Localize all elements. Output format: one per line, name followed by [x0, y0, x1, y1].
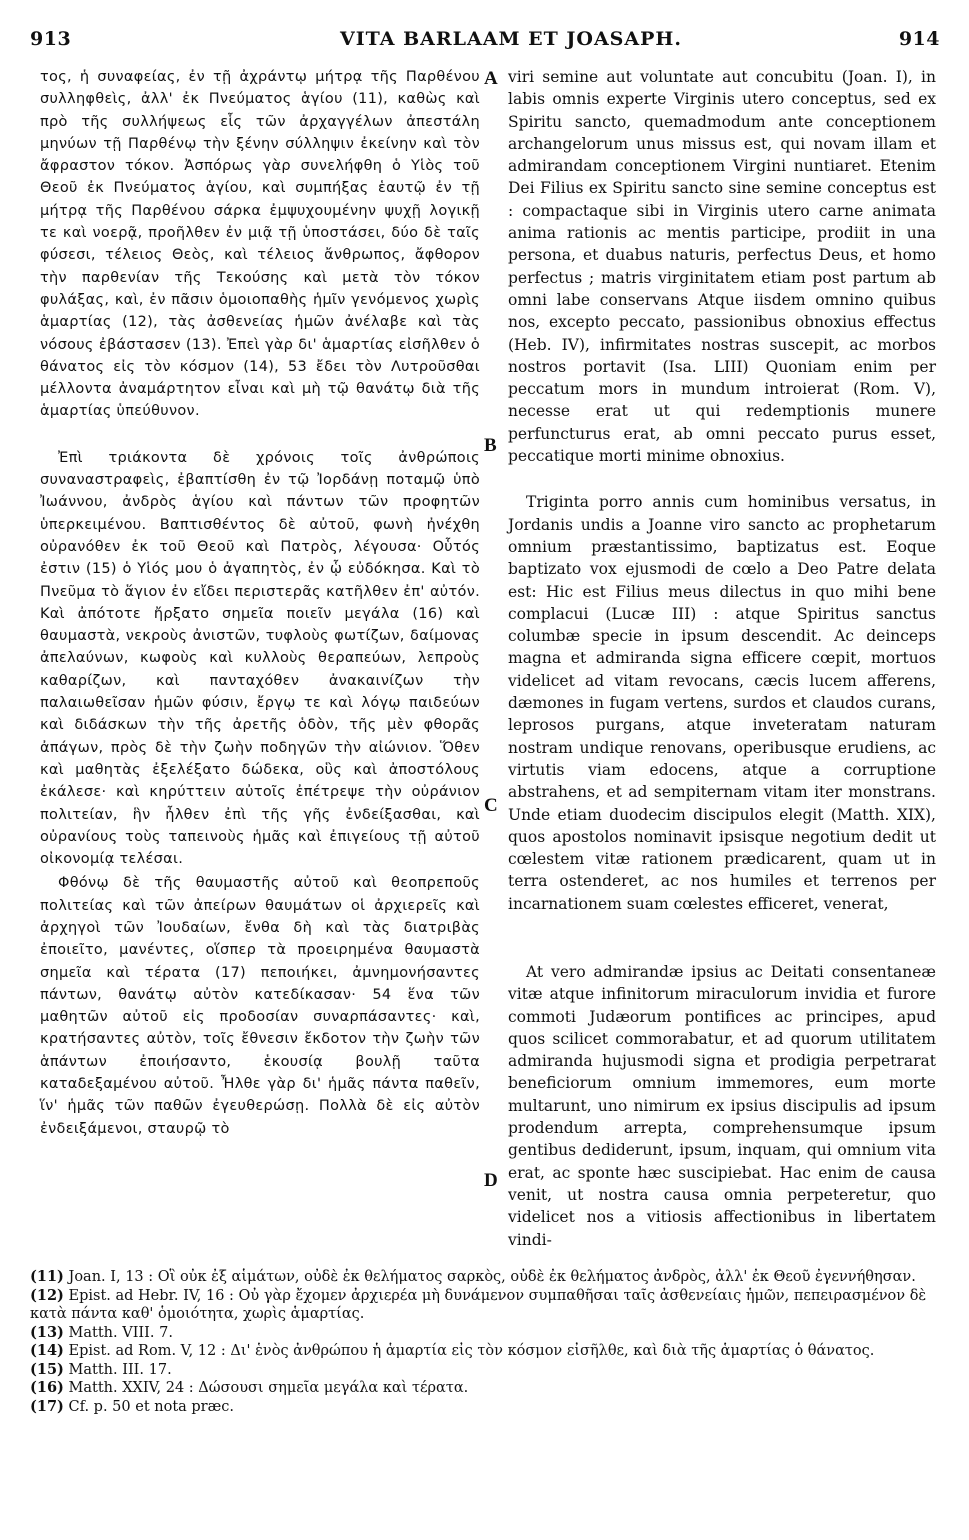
latin-paragraph-1: viri semine aut voluntate aut concubitu (Joan. I), in labis omnis experte Virginis utero conceptus, sed ex Spiritu sancto, quemadmodum ante conceptionem archangelorum unus missus est, qui novam illam et admirandam conceptionem Virgini nuntiaret. Etenim Dei Filius ex Spiritu sancto sine semine conceptus est : compactaque sibi in Virginis utero carne animata anima rationis ac mentis participe, prodiit in una persona, et duabus naturis, perfectus Deus, et homo perfectus ; matris virginitatem etiam post partum ab omni labe conservans Atque iisdem omnino quibus nos, excepto peccato, passionibus obnoxius effectus (Heb. IV), infirmitates nostras suscepit, ac morbos nostros portavit (Isa. LIII) Quoniam enim per peccatum mors in mundum introierat (Rom. V), necesse erat ut qui redemptionis munere perfuncturus erat, ab omni peccato purus esset, peccatique morti minime obnoxius.: [508, 68, 936, 466]
footnote: [30, 1398, 940, 1417]
footnote: [30, 1379, 940, 1398]
footnote-ref: (16): [30, 1379, 64, 1396]
footnote: [30, 1324, 940, 1343]
footnote-ref: (17): [30, 1397, 64, 1415]
page-number-right: 914: [898, 28, 940, 50]
margin-marker-b: B: [484, 435, 497, 456]
latin-paragraph-3: At vero admirandæ ipsius ac Deitati consentaneæ vitæ atque infinitorum miraculorum invidia et furore commoti Judæorum pontifices ac principes, apud quos scilicet commorabatur, et ad quorum utilitatem admiranda hujusmodi signa et prodigia perpetrarat beneficiorum omnium immemores, eum morte multarunt, uno nimirum ex ipsius discipulis ad ipsum prodendum arrepta, comprehensumque ipsum gentibus dediderunt, ipsum, inquam, qui omnium vita erat, ac sponte hæc suscipiebat. Hac enim de causa venit, ut nostra causa omnia perpeteretur, quo videlicet nos a vitiosis affectionibus in libertatem vindi-: [508, 962, 936, 1249]
footnote-ref: (14): [30, 1342, 64, 1359]
page-header: [30, 28, 940, 58]
greek-column: [40, 66, 480, 1140]
footnote-text: Matth. XXIV, 24 : Δώσουσι σημεῖα μεγάλα καὶ τέρατα.: [68, 1380, 469, 1396]
greek-paragraph-3: Φθόνῳ δὲ τῆς θαυμαστῆς αὐτοῦ καὶ θεοπρεποῦς πολιτείας καὶ τῶν ἀπείρων θαυμάτων οἱ ἀρχιερεῖς καὶ ἀρχηγοὶ τῶν Ἰουδαίων, ἔνθα δὴ καὶ τὰς διατριβὰς ἐποιεῖτο, μανέντες, οἵσπερ τὰ προειρημένα θαυμαστὰ σημεῖα καὶ τέρατα (17) πεποιήκει, ἀμνημονήσαντες πάντων, θανάτῳ αὐτὸν κατεδίκασαν· 54 ἕνα τῶν μαθητῶν αὐτοῦ εἰς προδοσίαν συναρπάσαντες· καὶ, κρατήσαντες αὐτὸν, τοῖς ἔθνεσιν ἔκδοτον τὴν ζωὴν τῶν ἁπάντων ἐποιήσαντο, ἑκουσίᾳ βουλῇ ταῦτα καταδεξαμένου αὐτοῦ. Ἦλθε γὰρ δι' ἡμᾶς πάντα παθεῖν, ἵν' ἡμᾶς τῶν παθῶν ἐγευθερώσῃ. Πολλὰ δὲ εἰς αὐτὸν ἐνδειξάμενοι, σταυρῷ τὸ: [40, 875, 480, 1137]
footnote: [30, 1268, 940, 1287]
footnote: [30, 1342, 940, 1361]
page-number-left: 913: [30, 28, 72, 50]
running-title: VITA BARLAAM ET JOASAPH.: [340, 28, 682, 50]
footnotes: [30, 1268, 940, 1416]
footnote: [30, 1361, 940, 1380]
latin-column: [508, 66, 936, 1251]
footnote-text: Joan. I, 13 : Οἳ οὐκ ἐξ αἱμάτων, οὐδὲ ἐκ θελήματος σαρκὸς, οὐδὲ ἐκ θελήματος ἀνδρὸς, ἀλλ' ἐκ Θεοῦ ἐγεννήθησαν.: [68, 1269, 916, 1285]
footnote-text: Epist. ad Rom. V, 12 : Δι' ἑνὸς ἀνθρώπου ἡ ἁμαρτία εἰς τὸν κόσμον εἰσῆλθε, καὶ διὰ τῆς ἁμαρτίας ὁ θάνατος.: [68, 1343, 875, 1359]
footnote-text: Matth. VIII. 7.: [68, 1324, 173, 1341]
footnote: [30, 1287, 940, 1324]
footnote-ref: (11): [30, 1268, 64, 1285]
margin-marker-d: D: [484, 1170, 498, 1191]
footnote-ref: (15): [30, 1360, 64, 1378]
greek-paragraph-1: τος, ἡ συναφείας, ἐν τῇ ἀχράντῳ μήτρᾳ τῆς Παρθένου συλληφθεὶς, ἀλλ' ἐκ Πνεύματος ἁγίου (11), καθὼς καὶ πρὸ τῆς συλλήψεως εἷς τῶν ἀρχαγγέλων ἀπεστάλη μηνύων τῇ Παρθένῳ τὴν ξένην σύλληψιν ἐκείνην καὶ τὸν ἄφραστον τόκον. Ἀσπόρως γὰρ συνελήφθη ὁ Υἱὸς τοῦ Θεοῦ ἐκ Πνεύματος ἁγίου, καὶ συμπήξας ἑαυτῷ ἐν τῇ μήτρᾳ τῆς Παρθένου σάρκα ἐμψυχουμένην ψυχῇ λογικῇ τε καὶ νοερᾷ, προῆλθεν ἐν μιᾷ τῇ ὑποστάσει, δύο δὲ ταῖς φύσεσι, τέλειος Θεὸς, καὶ τέλειος ἄνθρωπος, ἄφθορον τὴν παρθενίαν τῆς Τεκούσης καὶ μετὰ τὸν τόκον φυλάξας, καὶ, ἐν πᾶσιν ὁμοιοπαθὴς ἡμῖν γενόμενος χωρὶς ἁμαρτίας (12), τὰς ἀσθενείας ἡμῶν ἀνέλαβε καὶ τὰς νόσους ἐβάστασεν (13). Ἐπεὶ γὰρ δι' ἁμαρτίας εἰσῆλθεν ὁ θάνατος εἰς τὸν κόσμον (14), 53 ἔδει τὸν Λυτροῦσθαι μέλλοντα ἀναμάρτητον εἶναι καὶ μὴ τῷ θανάτῳ διὰ τῆς ἁμαρτίας ὑπεύθυνον.: [40, 69, 480, 420]
footnote-text: Epist. ad Hebr. IV, 16 : Οὐ γὰρ ἔχομεν ἀρχιερέα μὴ δυνάμενον συμπαθῆσαι ταῖς ἀσθενείαις ἡμῶν, πεπειρασμένον δὲ κατὰ πάντα καθ' ὁμοιότητα, χωρὶς ἁμαρτίας.: [30, 1287, 927, 1322]
margin-marker-a: A: [484, 68, 498, 89]
footnote-ref: (12): [30, 1286, 64, 1304]
latin-paragraph-2: Triginta porro annis cum hominibus versatus, in Jordanis undis a Joanne viro sancto ac prophetarum omnium præstantissimo, baptizatus est. Eoque baptizato vox ejusmodi de cœlo a Deo Patre delata est: Hic est Filius meus dilectus in quo mihi bene complacui (Lucæ III) : atque Spiritus sanctus columbæ specie in ipsum descendit. Ac deinceps magna et admiranda signa efficere cœpit, mortuos videlicet ad vitam revocans, cæcis lucem afferens, dæmones in fugam vertens, surdos et claudos curans, leprosos purgans, atque inveteratam naturam nostram undique renovans, operibusque erudiens, ac virtutis viam edocens, atque a corruptione abstrahens, et ad sempiternam vitam iter monstrans. Unde etiam duodecim discipulos elegit (Matth. XIX), quos apostolos nominavit ipsisque negotium dedit ut cœlestem vitæ rationem prædicarent, quam ut in terra ostenderet, ac nos humiles et terrenos per incarnationem suam cœlestes efficeret, venerat,: [508, 493, 936, 913]
margin-marker-c: C: [484, 795, 498, 816]
footnote-ref: (13): [30, 1323, 64, 1341]
greek-paragraph-2: Ἐπὶ τριάκοντα δὲ χρόνοις τοῖς ἀνθρώποις συναναστραφεὶς, ἐβαπτίσθη ἐν τῷ Ἰορδάνῃ ποταμῷ ὑπὸ Ἰωάννου, ἀνδρὸς ἁγίου καὶ πάντων τῶν προφητῶν ὑπερκειμένου. Βαπτισθέντος δὲ αὐτοῦ, φωνὴ ἠνέχθη οὐρανόθεν ἐκ τοῦ Θεοῦ καὶ Πατρὸς, λέγουσα· Οὗτός ἐστιν (15) ὁ Υἱός μου ὁ ἀγαπητὸς, ἐν ᾧ εὐδόκησα. Καὶ τὸ Πνεῦμα τὸ ἅγιον ἐν εἴδει περιστερᾶς κατῆλθεν ἐπ' αὐτόν. Καὶ ἀπότοτε ἤρξατο σημεῖα ποιεῖν μεγάλα (16) καὶ θαυμαστὰ, νεκροὺς ἀνιστῶν, τυφλοὺς φωτίζων, δαίμονας ἀπελαύνων, κωφοὺς καὶ κυλλοὺς θεραπεύων, λεπροὺς καθαρίζων, καὶ πανταχόθεν ἀνακαινίζων τὴν παλαιωθεῖσαν ἡμῶν φύσιν, ἔργῳ τε καὶ λόγῳ παιδεύων καὶ διδάσκων τὴν τῆς ἀρετῆς ὁδὸν, τῆς μὲν φθορᾶς ἀπάγων, πρὸς δὲ τὴν ζωὴν ποδηγῶν τὴν αἰώνιον. Ὅθεν καὶ μαθητὰς ἐξελέξατο δώδεκα, οὓς καὶ ἀποστόλους ἐκάλεσε· καὶ κηρύττειν αὐτοῖς ἐπέτρεψε τὴν οὐράνιον πολιτείαν, ἣν ἦλθεν ἐπὶ τῆς γῆς ἐνδείξασθαι, καὶ οὐρανίους τοὺς ταπεινοὺς ἡμᾶς καὶ ἐπιγείους τῇ αὐτοῦ οἰκονομίᾳ τελέσαι.: [40, 449, 480, 868]
footnote-text: Cf. p. 50 et nota præc.: [68, 1398, 234, 1415]
footnote-text: Matth. III. 17.: [68, 1361, 172, 1378]
